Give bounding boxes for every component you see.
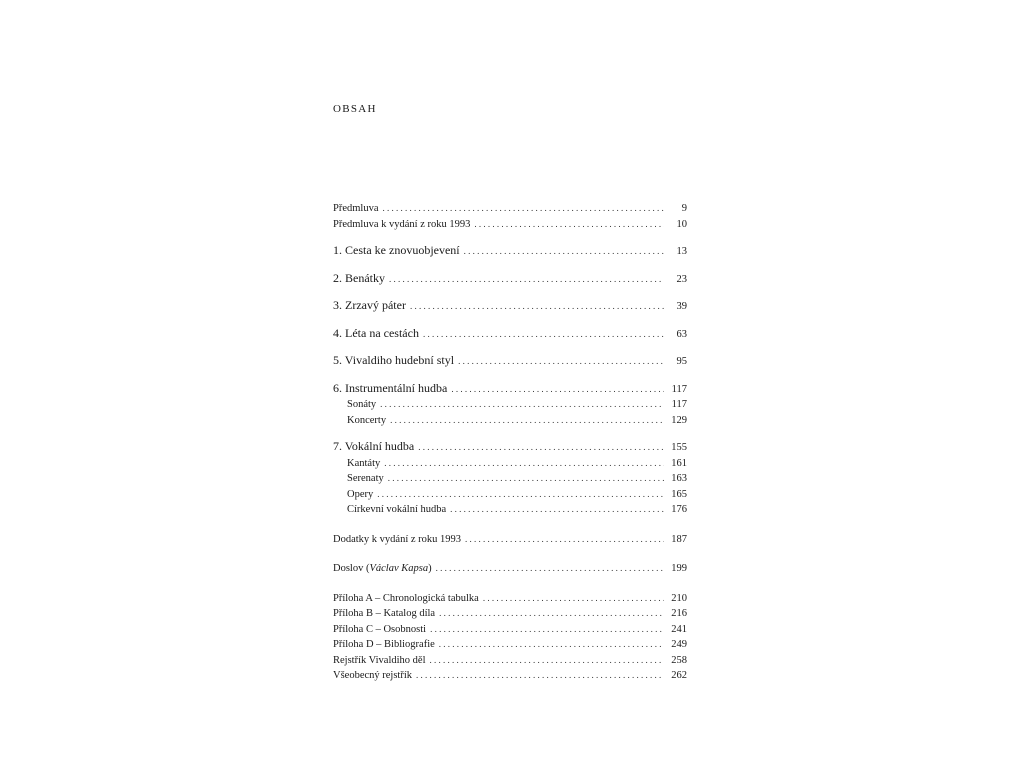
toc-entry-section	[333, 456, 687, 472]
toc-entry-title: 4. Léta na cestách	[333, 325, 419, 340]
toc-entry-title: Předmluva k vydání z roku 1993	[333, 218, 471, 230]
table-of-contents	[333, 201, 687, 684]
toc-entry-page: 161	[671, 457, 687, 469]
toc-entry-page: 95	[676, 356, 687, 367]
toc-entry-page: 117	[671, 399, 687, 410]
dot-leader	[439, 637, 664, 652]
toc-entry-section	[333, 397, 687, 413]
dot-leader	[390, 413, 664, 428]
dot-leader	[380, 397, 664, 412]
toc-entry-section	[333, 471, 687, 487]
toc-entry-page: 117	[671, 383, 687, 395]
toc-entry-page: 9	[681, 203, 687, 214]
toc-entry-page: 187	[671, 533, 687, 545]
toc-entry-page: 13	[676, 246, 687, 257]
toc-entry-page: 249	[671, 639, 687, 650]
toc-entry-page: 129	[671, 414, 687, 426]
toc-entry-title: Koncerty	[347, 414, 387, 426]
toc-entry-chapter	[333, 243, 687, 260]
dot-leader	[389, 272, 664, 287]
toc-entry-chapter	[333, 439, 687, 456]
toc-entry-author: Václav Kapsa	[369, 563, 429, 574]
toc-entry-page: 176	[671, 504, 687, 515]
toc-entry-page: 210	[671, 592, 687, 604]
toc-entry-page: 23	[676, 273, 687, 285]
dot-leader	[450, 502, 664, 517]
toc-entry	[333, 201, 687, 217]
toc-entry-title: Doslov (Václav Kapsa)	[333, 563, 432, 574]
page-title: OBSAH	[333, 103, 377, 115]
toc-entry-page: 10	[676, 218, 687, 230]
toc-entry-page: 262	[671, 670, 687, 681]
toc-entry-title: Dodatky k vydání z roku 1993	[333, 533, 462, 545]
toc-entry-title: 5. Vivaldiho hudební styl	[333, 353, 455, 367]
toc-entry-section	[333, 487, 687, 503]
dot-leader	[383, 201, 665, 216]
toc-entry	[333, 591, 687, 607]
toc-entry-chapter	[333, 381, 687, 398]
dot-leader	[377, 487, 664, 502]
dot-leader	[423, 327, 664, 342]
toc-entry	[333, 653, 687, 669]
dot-leader	[430, 622, 664, 637]
dot-leader	[451, 382, 664, 397]
toc-entry	[333, 217, 687, 233]
toc-entry-title: 2. Benátky	[333, 270, 385, 285]
toc-entry-page: 155	[671, 442, 687, 453]
toc-entry-page: 39	[676, 301, 687, 312]
toc-entry-title: Opery	[347, 488, 374, 500]
toc-entry	[333, 637, 687, 653]
toc-entry-title: 1. Cesta ke znovuobjevení	[333, 243, 460, 257]
toc-entry-title: Příloha C – Osobnosti	[333, 623, 427, 635]
toc-entry-chapter	[333, 326, 687, 343]
toc-entry-page: 216	[671, 608, 687, 619]
toc-entry-title: Církevní vokální hudba	[347, 504, 447, 515]
toc-entry-page: 165	[671, 488, 687, 500]
toc-entry	[333, 606, 687, 622]
toc-entry-page: 199	[671, 563, 687, 574]
dot-leader	[474, 217, 664, 232]
dot-leader	[465, 532, 664, 547]
dot-leader	[483, 591, 664, 606]
dot-leader	[384, 456, 664, 471]
toc-entry-title: Všeobecný rejstřík	[333, 670, 413, 681]
toc-entry-section	[333, 413, 687, 429]
toc-entry-title: 7. Vokální hudba	[333, 439, 415, 453]
toc-entry-page: 241	[671, 623, 687, 635]
toc-entry	[333, 622, 687, 638]
toc-entry-title: Předmluva	[333, 203, 379, 214]
dot-leader	[439, 606, 664, 621]
toc-entry-title: Příloha A – Chronologická tabulka	[333, 592, 479, 604]
toc-entry-title: Příloha D – Bibliografie	[333, 639, 435, 650]
dot-leader	[410, 299, 664, 314]
toc-entry-title: 6. Instrumentální hudba	[333, 380, 448, 395]
toc-entry-chapter	[333, 298, 687, 315]
toc-entry	[333, 561, 687, 577]
toc-entry-title: Serenaty	[347, 473, 384, 484]
toc-entry-chapter	[333, 271, 687, 288]
toc-entry-title: 3. Zrzavý páter	[333, 298, 406, 312]
dot-leader	[458, 354, 664, 369]
toc-entry-title: Příloha B – Katalog díla	[333, 608, 436, 619]
toc-entry-page: 63	[676, 328, 687, 340]
toc-entry-chapter	[333, 353, 687, 370]
toc-entry-section	[333, 502, 687, 518]
dot-leader	[430, 653, 664, 668]
toc-entry-title: Rejstřík Vivaldiho děl	[333, 654, 426, 666]
toc-entry	[333, 668, 687, 684]
dot-leader	[388, 471, 664, 486]
dot-leader	[436, 561, 664, 576]
toc-entry-page: 258	[671, 654, 687, 666]
toc-entry	[333, 532, 687, 548]
toc-entry-page: 163	[671, 473, 687, 484]
toc-entry-title: Sonáty	[347, 399, 377, 410]
dot-leader	[416, 668, 664, 683]
dot-leader	[418, 440, 664, 455]
toc-entry-title: Kantáty	[347, 457, 381, 469]
dot-leader	[464, 244, 664, 259]
